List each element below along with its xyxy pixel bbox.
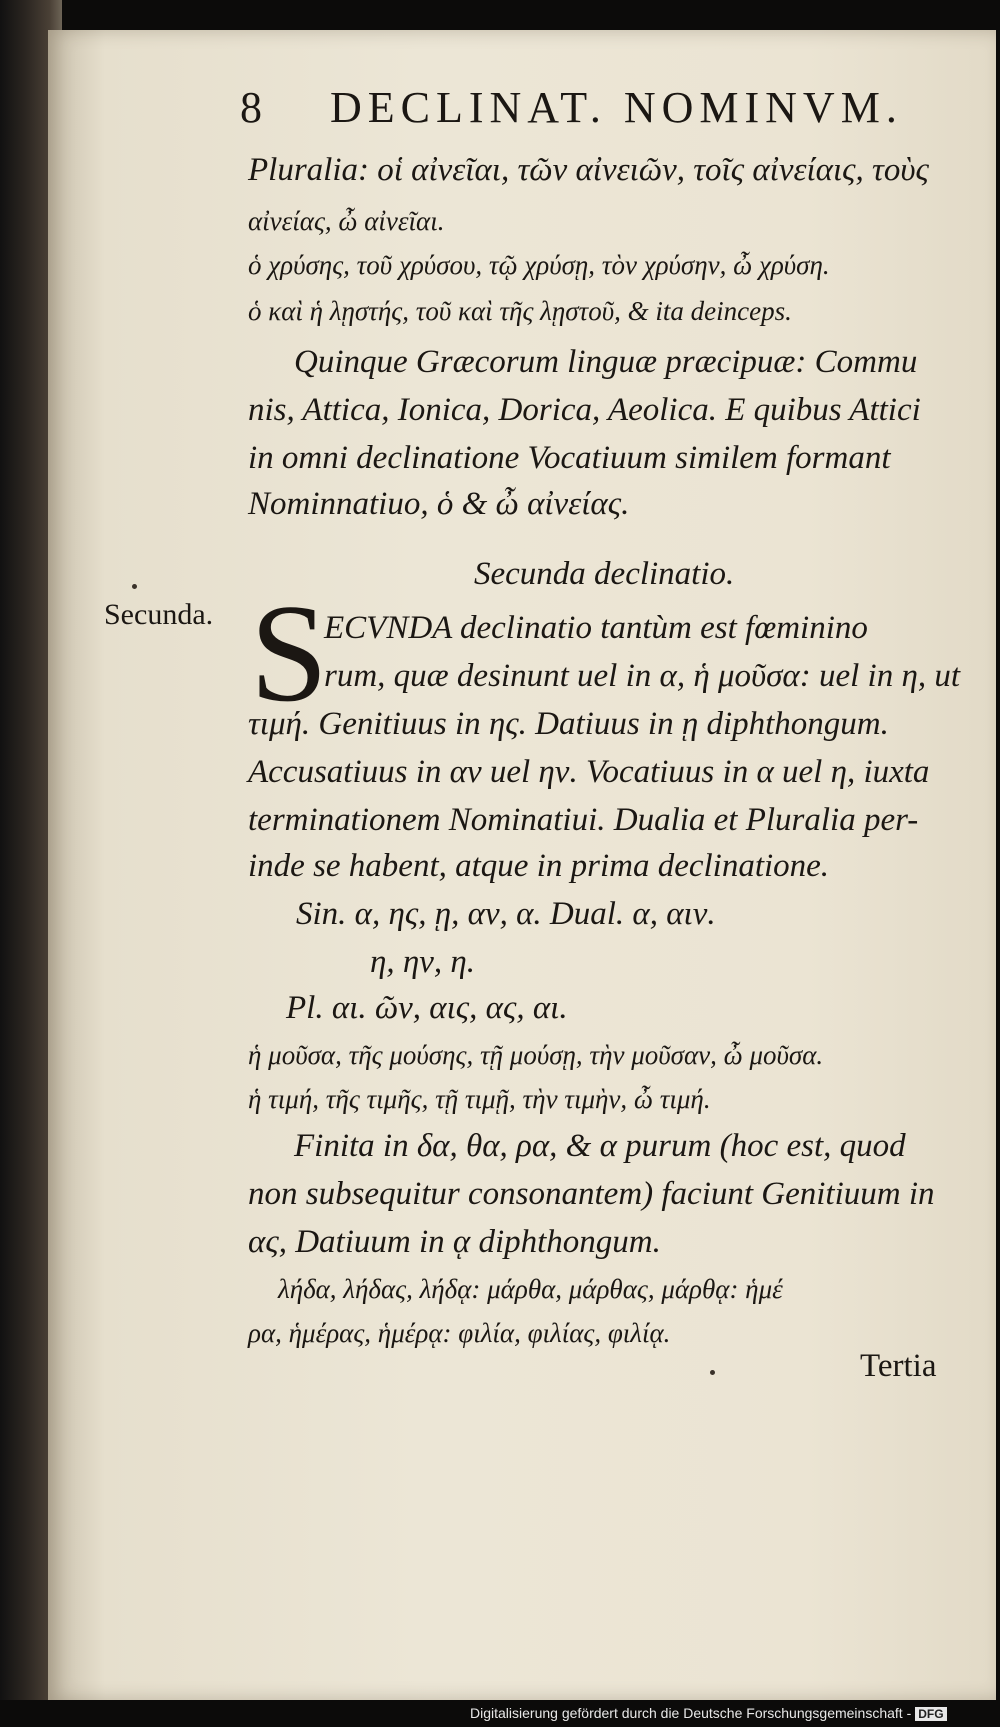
- text-line-20: Finita in δα, θα, ρα, & α purum (hoc est, quod: [294, 1128, 906, 1164]
- text-line-6: nis, Attica, Ionica, Dorica, Aeolica. E quibus Attici: [248, 392, 921, 428]
- section-subheading: Secunda declinatio.: [474, 556, 735, 592]
- ink-dot: [710, 1370, 715, 1375]
- text-line-12: Accusatiuus in αν uel ην. Vocatiuus in α uel η, iuxta: [248, 754, 930, 790]
- dfg-logo: DFG: [915, 1707, 946, 1721]
- text-line-21: non subsequitur consonantem) faciunt Genitiuum in: [248, 1176, 935, 1212]
- text-line-19: ἡ τιμή, τῆς τιμῆς, τῇ τιμῇ, τὴν τιμὴν, ὦ τιμή.: [248, 1084, 711, 1114]
- drop-cap: S: [250, 576, 328, 731]
- text-line-22: ας, Datiuum in ᾳ diphthongum.: [248, 1224, 661, 1260]
- digitization-credit: [470, 1705, 947, 1721]
- text-line-15: Sin. α, ης, ῃ, αν, α. Dual. α, αιν.: [296, 896, 716, 932]
- text-line-1: Pluralia: οἱ αἰνεῖαι, τῶν αἰνειῶν, τοῖς αἰνείαις, τοὺς: [248, 152, 929, 188]
- text-line-9: ECVNDA declinatio tantùm est fœminino: [324, 610, 868, 646]
- margin-note: Secunda.: [104, 598, 214, 631]
- ink-dot: [132, 584, 137, 589]
- text-line-14: inde se habent, atque in prima declinatione.: [248, 848, 830, 884]
- text-line-18: ἡ μοῦσα, τῆς μούσης, τῇ μούσῃ, τὴν μοῦσαν, ὦ μοῦσα.: [248, 1040, 824, 1070]
- text-line-10: rum, quæ desinunt uel in α, ἡ μοῦσα: uel in η, ut: [324, 658, 961, 694]
- page-number: 8: [240, 83, 268, 132]
- text-line-24: ρα, ἡμέρας, ἡμέρᾳ: φιλία, φιλίας, φιλίᾳ.: [248, 1318, 671, 1348]
- text-line-3: ὁ χρύσης, τοῦ χρύσου, τῷ χρύσῃ, τὸν χρύσην, ὦ χρύση.: [248, 250, 830, 280]
- text-line-13: terminationem Nominatiui. Dualia et Pluralia per-: [248, 802, 919, 838]
- credit-text: Digitalisierung gefördert durch die Deutsche Forschungsgemeinschaft -: [470, 1705, 912, 1721]
- text-line-7: in omni declinatione Vocatiuum similem formant: [248, 440, 891, 476]
- text-line-5: Quinque Græcorum linguæ præcipuæ: Commu: [294, 344, 918, 380]
- running-head: DECLINAT. NOMINVM.: [330, 83, 903, 132]
- text-line-4: ὁ καὶ ἡ λῃστής, τοῦ καὶ τῆς λῃστοῦ, & ita deinceps.: [248, 296, 792, 326]
- text-line-17: Pl. αι. ῶν, αις, ας, αι.: [286, 990, 568, 1026]
- text-line-8: Nominnatiuo, ὁ & ὦ αἰνείας.: [248, 486, 630, 522]
- text-line-11: τιμή. Genitiuus in ης. Datiuus in ῃ diphthongum.: [248, 706, 889, 742]
- text-line-2: αἰνείας, ὦ αἰνεῖαι.: [248, 206, 445, 236]
- catchword: Tertia: [860, 1348, 937, 1384]
- text-line-16: η, ην, η.: [370, 944, 476, 980]
- text-line-23: λήδα, λήδας, λήδᾳ: μάρθα, μάρθας, μάρθᾳ: ἡμέ: [278, 1274, 783, 1304]
